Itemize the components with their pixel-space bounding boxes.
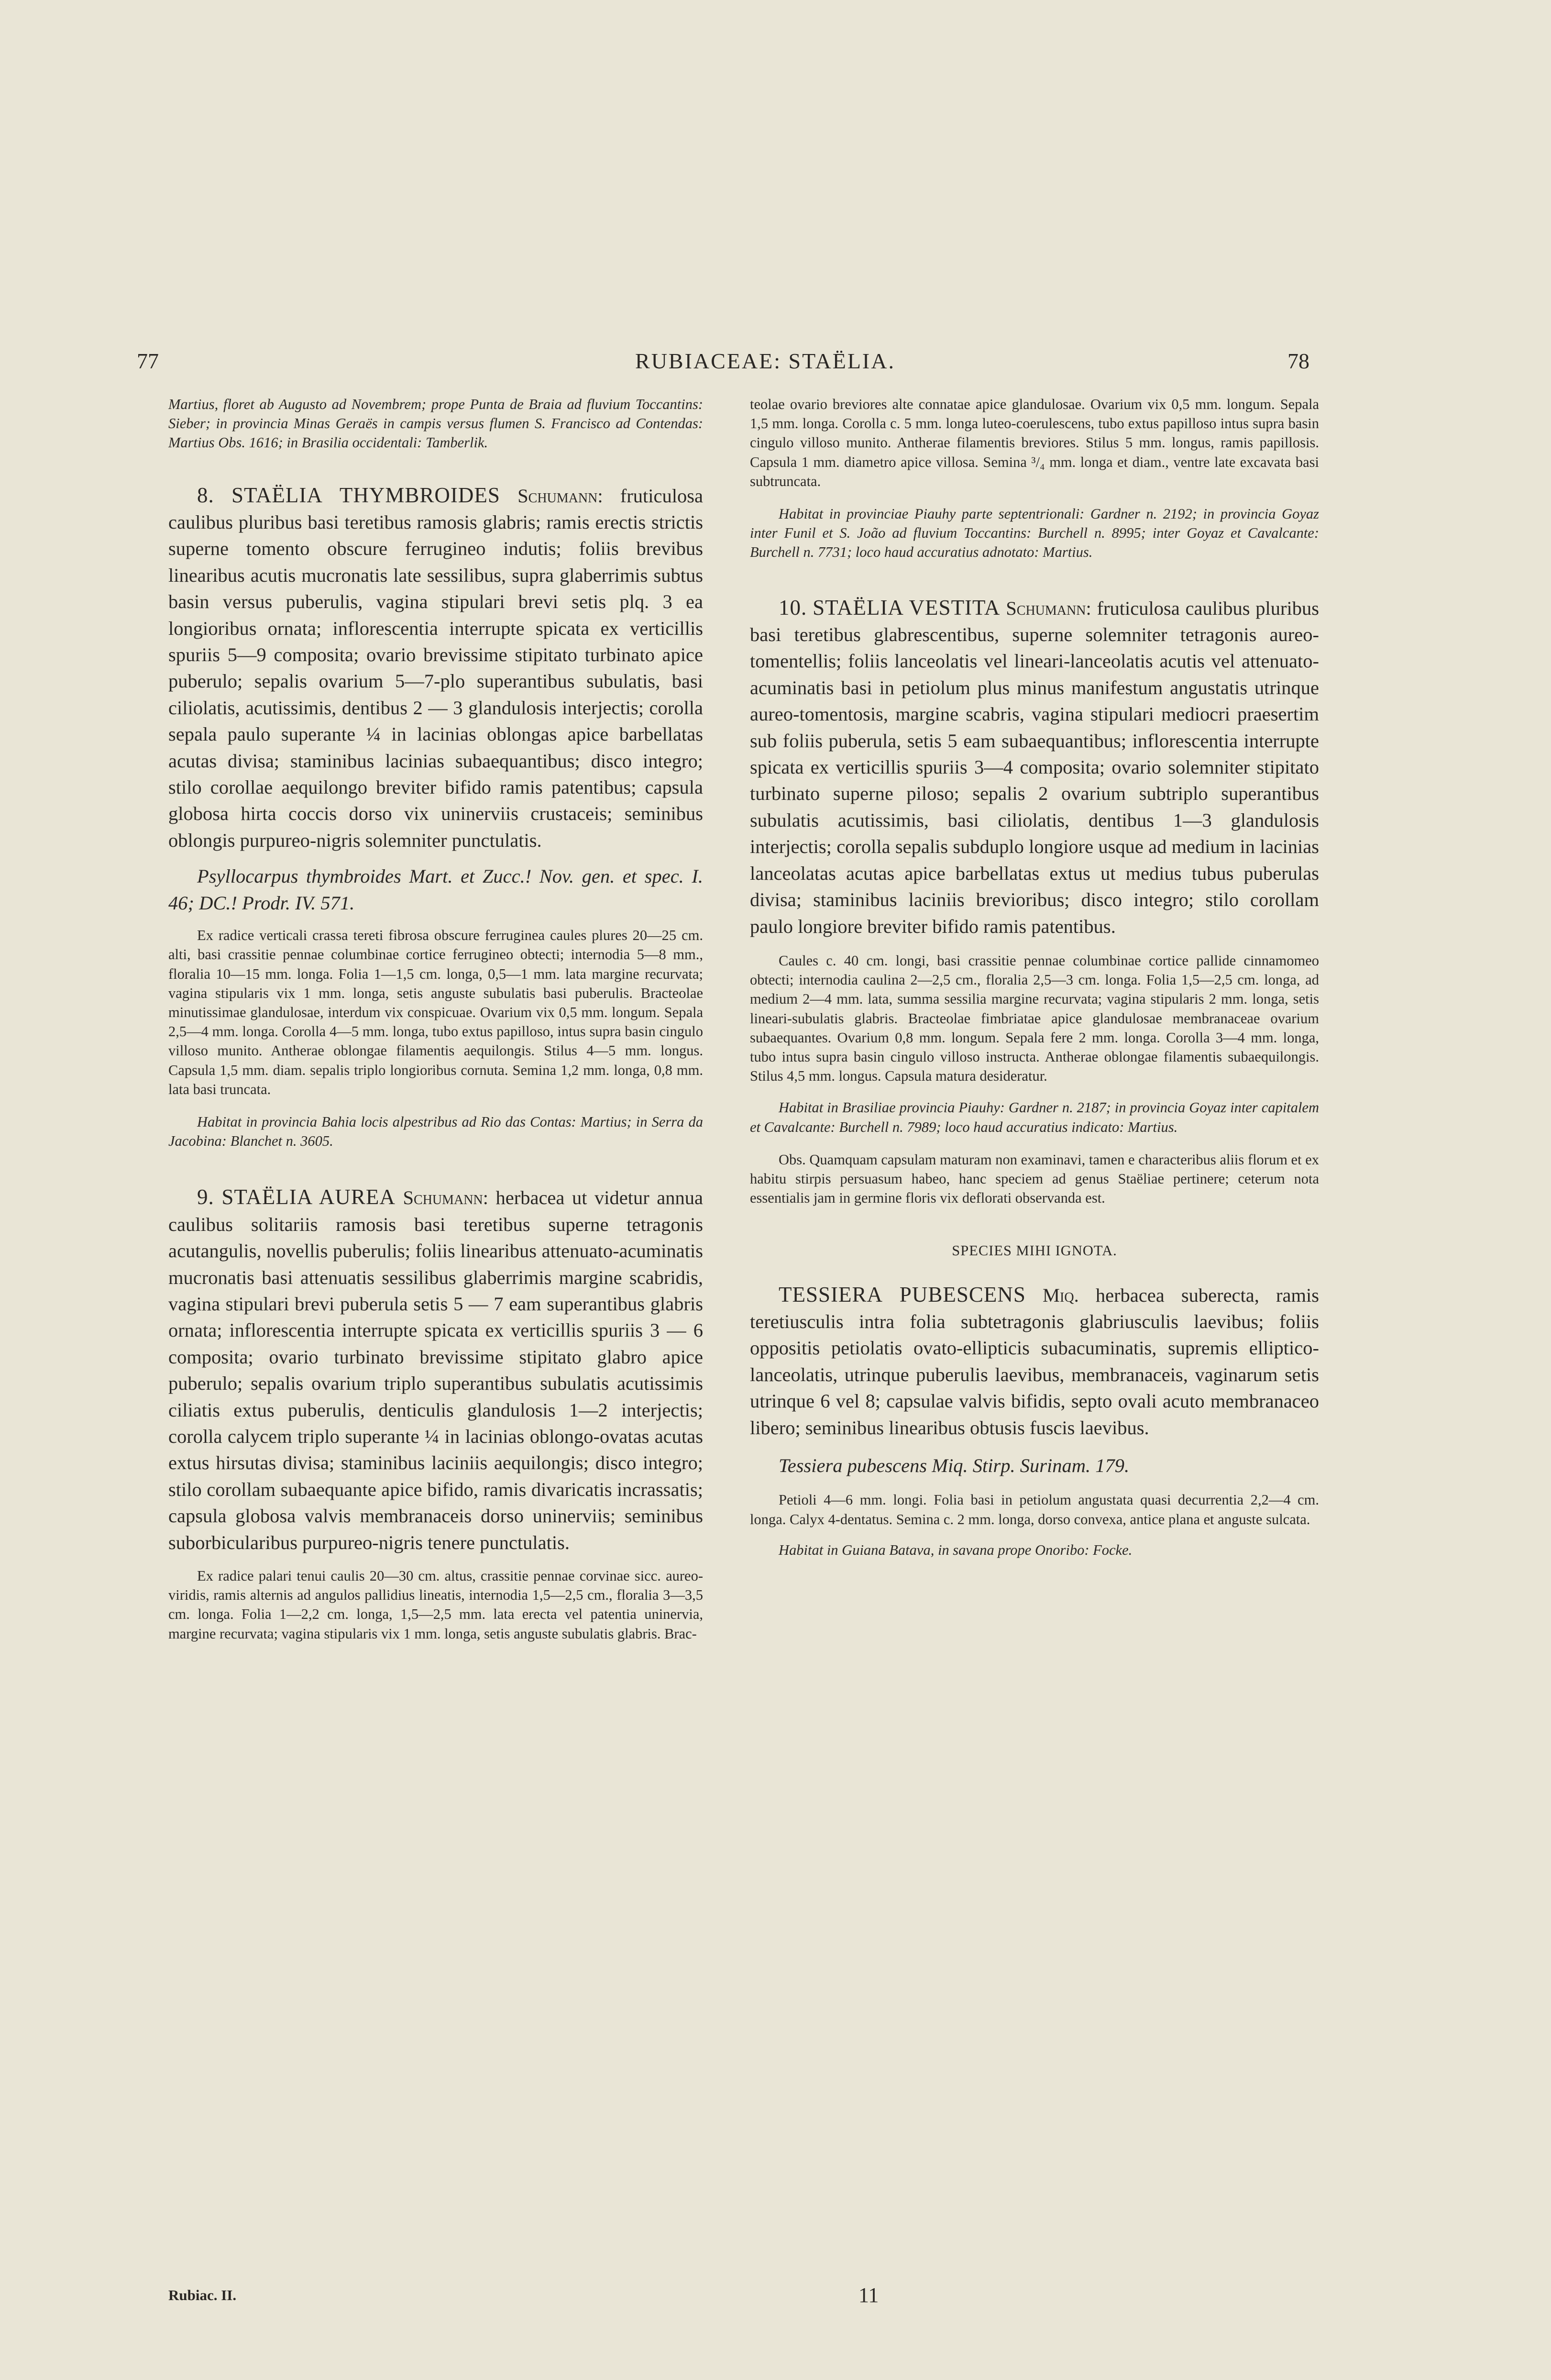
tessiera-detail: Petioli 4—6 mm. longi. Folia basi in petiolum angustata quasi decurrentia 2,2—4 cm. longa. Calyx 4-dentatus. Semina c. 2 mm. longa, dorso convexa, antice plana et anguste sulcata. xyxy=(750,1492,1319,1528)
tessiera-author: Miq. xyxy=(1043,1284,1079,1306)
species-8-author: Schumann xyxy=(517,485,598,507)
species-8-synonym: Psyllocarpus thymbroides Mart. et Zucc.! Nov. gen. et spec. I. 46; DC.! Prodr. IV. 571. xyxy=(168,865,703,914)
intro-habitat: Martius, floret ab Augusto ad Novembrem; prope Punta de Braia ad fluvium Toccantins: Sieber; in provincia Minas Geraës in campis versus flumen S. Francisco ad Contendas: Martius Obs. 1616; in Brasilia occidentali: Tamberlik. xyxy=(168,396,703,451)
footer-label: Rubiac. II. xyxy=(168,2287,237,2303)
signature-mark: 11 xyxy=(858,2283,879,2307)
left-column xyxy=(168,395,703,1643)
species-9-name: STAËLIA AUREA xyxy=(221,1185,396,1209)
species-10-detail: Caules c. 40 cm. longi, basi crassitie pennae columbinae cortice pallide cinnamomeo obtecti; internodia caulina 2—2,5 cm., floralia 2,5—3 cm. longa. Folia 1,5—2,5 cm. longa, ad medium 2—4 mm. lata, summa sessilia margine recurvata; vagina stipularis 2 mm. longa, setis lineari-subulatis glabris. Bracteolae fimbriatae apice glandulosae membranaceae ovarium subaequantes. Ovarium 0,8 mm. longum. Sepala fere 2 mm. longa. Corolla 3—4 mm. longa, tubo intus supra basin cingulo villoso instructa. Antherae oblongae filamentis subaequilongis. Stilus 4,5 mm. longus. Capsula matura desideratur. xyxy=(750,952,1319,1085)
species-8-description: 8. STAËLIA THYMBROIDES Schumann: fruticulosa caulibus pluribus basi teretibus ramosis glabris; ramis erectis strictis superne tomento obscure ferrugineo indutis; foliis brevibus linearibus acutis mucronatis late sessilibus, supra glaberrimis subtus basin versus puberulis, vagina stipulari brevi setis plq. 3 ea longioribus ornata; inflorescentia interrupte spicata ex verticillis spuriis 5—9 composita; ovario brevissime stipitato turbinato apice puberulo; sepalis ovarium 5—7-plo superantibus subulatis, basi ciliolatis, acutissimis, dentibus 2 — 3 glandulosis interjectis; corolla sepala paulo superante ¼ in lacinias oblongas apice barbellatas acutas divisa; staminibus lacinias subaequantibus; disco integro; stilo corollae aequilongo breviter bifido ramis patentibus; capsula globosa hirta coccis dorso vix uninerviis crustaceis; seminibus oblongis purpureo-nigris solemniter punctulatis. xyxy=(168,483,703,851)
species-10-name: STAËLIA VESTITA xyxy=(813,595,1001,620)
species-9-habitat: Habitat in provinciae Piauhy parte septentrionali: Gardner n. 2192; in provincia Goyaz inter Funil et S. João ad fluvium Toccantins: Burchell n. 8995; inter Goyaz et Cavalcante: Burchell n. 7731; loco haud accuratius adnotato: Martius. xyxy=(750,506,1319,561)
species-10-observation: Obs. Quamquam capsulam maturam non examinavi, tamen e characteribus aliis florum et ex habitu stirpis persuasum habeo, hanc speciem ad genus Staëliae pertinere; ceterum nota essentialis jam in germine floris vix deflorati observanda est. xyxy=(750,1151,1319,1207)
tessiera-description: TESSIERA PUBESCENS Miq. herbacea suberecta, ramis teretiusculis intra folia subtetragonis glabriusculis laevibus; foliis oppositis petiolatis ovato-ellipticis subacuminatis, supremis elliptico-lanceolatis, utrinque puberulis laevibus, membranaceis, vaginarum setis utrinque 6 vel 8; capsulae valvis bifidis, septo ovali acuto membranaceo libero; seminibus linearibus obtusis fuscis laevibus. xyxy=(750,1282,1319,1439)
species-9-detail-continued: teolae ovario breviores alte connatae apice glandulosae. Ovarium vix 0,5 mm. longum. Sepala 1,5 mm. longa. Corolla c. 5 mm. longa luteo-coerulescens, tubo extus papilloso intus supra basin cingulo villoso munito. Antherae filamentis breviores. Stilus 5 mm. longus, ramis papillosis. Capsula 1 mm. diametro apice villosa. Semina ³/₄ mm. longa et diam., ventre late excavata basi subtruncata. xyxy=(750,396,1319,489)
species-8-name: STAËLIA THYMBROIDES xyxy=(231,483,500,507)
page-number-left: 77 xyxy=(137,349,159,373)
species-9-detail: Ex radice palari tenui caulis 20—30 cm. altus, crassitie pennae corvinae sicc. aureo-viridis, ramis alternis ad angulos pallidius lineatis, internodia 1,5—2,5 cm., floralia 3—3,5 cm. longa. Folia 1—2,2 cm. longa, 1,5—2,5 mm. lata erecta vel patentia uninervia, margine recurvata; vagina stipularis vix 1 mm. longa, setis anguste subulatis glabris. Brac- xyxy=(168,1568,703,1642)
page-number-right: 78 xyxy=(1287,349,1309,373)
species-10-habitat: Habitat in Brasiliae provincia Piauhy: Gardner n. 2187; in provincia Goyaz inter capitalem et Cavalcante: Burchell n. 7989; loco haud accuratius indicato: Martius. xyxy=(750,1099,1319,1135)
tessiera-name: TESSIERA PUBESCENS xyxy=(779,1282,1026,1306)
species-8-habitat: Habitat in provincia Bahia locis alpestribus ad Rio das Contas: Martius; in Serra da Jacobina: Blanchet n. 3605. xyxy=(168,1113,703,1150)
tessiera-synonym: Tessiera pubescens Miq. Stirp. Surinam. 179. xyxy=(779,1454,1130,1476)
section-heading: SPECIES MIHI IGNOTA. xyxy=(952,1242,1117,1259)
species-9-description: 9. STAËLIA AUREA Schumann: herbacea ut videtur annua caulibus solitariis ramosis basi teretibus superne tetragonis acutangulis, novellis puberulis; foliis linearibus attenuato-acuminatis mucronatis basi attenuatis sessilibus glaberrimis margine scabridis, vagina stipulari brevi puberula setis 5 — 7 eam superantibus glabris ornata; inflorescentia interrupte spicata ex verticillis spuriis 3 — 6 composita; ovario turbinato brevissime stipitato glabro apice puberulo; sepalis ovarium triplo superantibus subulatis acutissimis ciliatis extus puberulis, denticulis glandulosis 1—2 interjectis; corolla calycem triplo superante ¼ in lacinias oblongo-ovatas acutas extus hirsutas divisa; staminibus laciniis aequilongis; disco integro; stilo corollam subaequante apice bifido, ramis divaricatis incrassatis; capsula globosa valvis membranaceis dorso uninerviis; seminibus suborbicularibus purpureo-nigris tenere punctulatis. xyxy=(168,1185,704,1553)
tessiera-habitat: Habitat in Guiana Batava, in savana prope Onoribo: Focke. xyxy=(779,1541,1133,1558)
species-9-author: Schumann xyxy=(403,1187,483,1209)
species-10-description: 10. STAËLIA VESTITA Schumann: fruticulosa caulibus pluribus basi teretibus glabrescentibus, superne solemniter tetragonis aureo-tomentellis; foliis lanceolatis vel lineari-lanceolatis acutis vel attenuato-acuminatis basi in petiolum plus minus manifestum angustatis utrinque aureo-tomentosis, margine scabris, vagina stipulari mediocri praesertim sub foliis puberula, setis 5 eam subaequantibus; inflorescentia interrupte spicata ex verticillis spuriis 3—4 composita; ovario solemniter stipitato turbinato superne piloso; sepalis 2 ovarium subtriplo superantibus subulatis acutissimis, basi ciliolatis, dentibus 1—3 glandulosis interjectis; corolla sepalis subduplo longiore usque ad medium in lacinias lanceolatas acutas apice barbellatas extus ut medius tubus puberulas divisa; staminibus laciniis brevioribus; disco integro; stilo corollam paulo longiore breviter bifido ramis patentibus. xyxy=(750,595,1320,937)
species-8-detail: Ex radice verticali crassa tereti fibrosa obscure ferruginea caules plures 20—25 cm. alti, basi crassitie pennae columbinae cortice ferrugineo obtecti; internodia 5—8 mm., floralia 10—15 mm. longa. Folia 1—1,5 cm. longa, 0,5—1 mm. lata margine recurvata; vagina stipularis vix 1 mm. longa, setis anguste subulatis basi puberulis. Bracteolae minutissimae glandulosae, interdum vix conspicuae. Ovarium vix 0,5 mm. longum. Sepala 2,5—4 mm. longa. Corolla 4—5 mm. longa, tubo extus papilloso, intus supra basin cingulo villoso munito. Antherae oblongae filamentis aequilongis. Stilus 4—5 mm. longus. Capsula 1,5 mm. diam. sepalis triplo longioribus cornuta. Semina 1,2 mm. longa, 0,8 mm. lata basi truncata. xyxy=(168,927,703,1097)
running-title: RUBIACEAE: STAËLIA. xyxy=(635,349,895,373)
right-column xyxy=(750,395,1319,1560)
species-10-author: Schumann xyxy=(1006,597,1086,619)
